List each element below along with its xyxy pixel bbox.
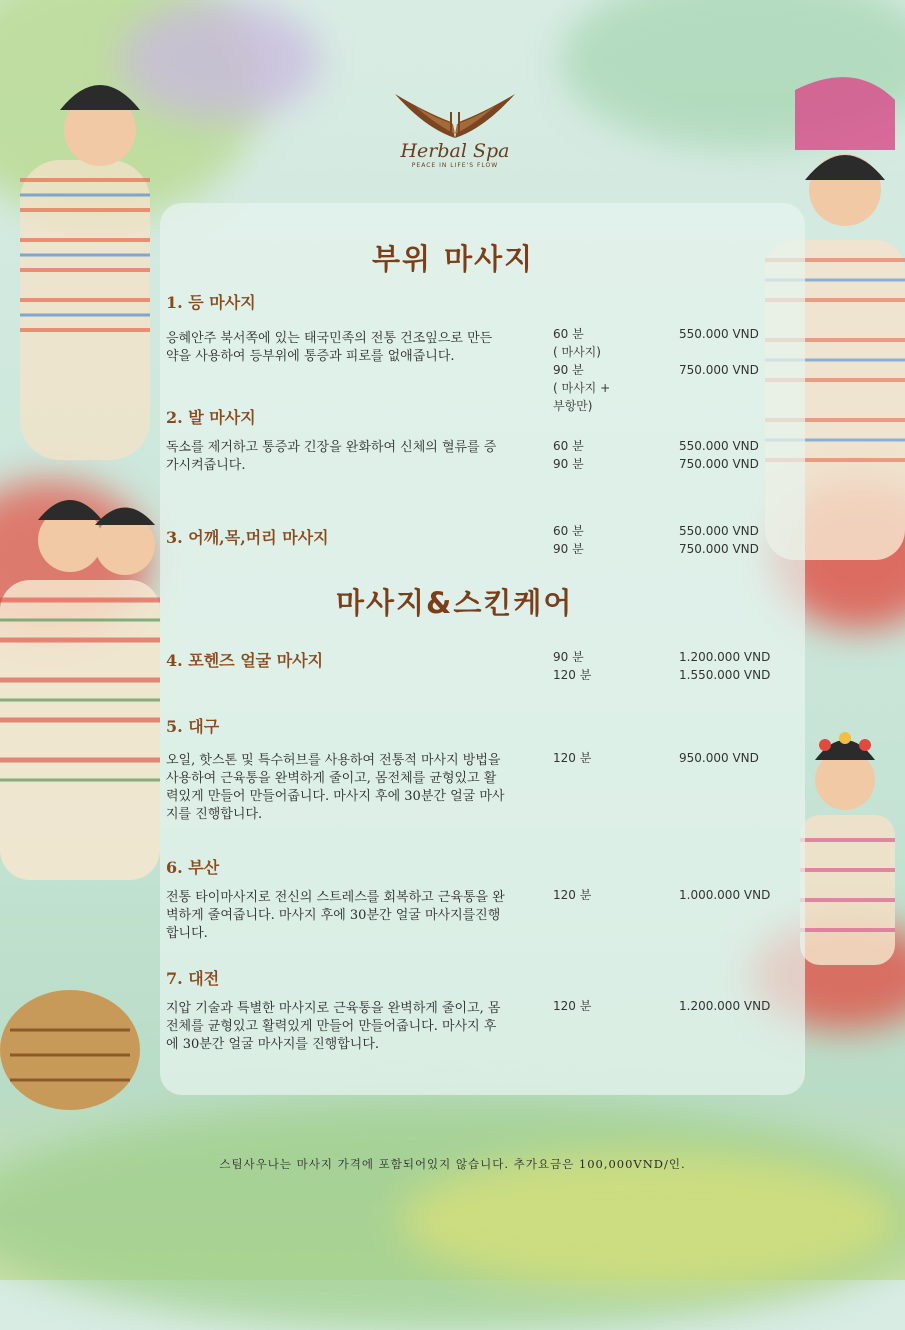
item-title: 2. 발 마사지 (166, 408, 256, 427)
item-title: 6. 부산 (166, 858, 220, 877)
item-prices: 1.200.000 VND 1.550.000 VND (679, 650, 771, 682)
item-durations: 120 분 (553, 999, 592, 1013)
item-durations: 120 분 (553, 888, 592, 902)
item-prices: 550.000 VND 750.000 VND (679, 439, 759, 471)
item-durations: 90 분 120 분 (553, 650, 592, 682)
section-title-massage-skincare: 마사지&스킨케어 (336, 586, 574, 620)
item-prices: 1.000.000 VND (679, 888, 771, 902)
item-title: 7. 대전 (166, 969, 220, 988)
item-title: 3. 어깨,목,머리 마사지 (166, 528, 329, 547)
item-durations: 60 분 90 분 (553, 524, 584, 556)
wings-logo-icon (385, 88, 525, 146)
item-description: 지압 기술과 특별한 마사지로 근육통을 완벽하게 줄이고, 몸전체를 균형있고 활력있게 만들어 만들어줍니다. 마사지 후에 30분간 얼굴 마사지를 진행합니다. (166, 1001, 501, 1052)
section-title-body-massage: 부위 마사지 (372, 242, 535, 276)
item-description: 오일, 핫스톤 및 특수허브를 사용하여 전통적 마사지 방법을 사용하여 근육통을 완벽하게 줄이고, 몸전체를 균형있고 활력있게 만들어 만들어줍니다. 마사지 후에 30분간 얼굴 마사지를 진행합니다. (166, 753, 505, 822)
item-durations: 120 분 (553, 751, 592, 765)
left-figures-illustration (0, 40, 160, 1140)
item-durations: 60 분 ( 마사지) 90 분 ( 마사지 + 부항만) (553, 327, 611, 413)
logo (385, 88, 525, 188)
item-title: 5. 대구 (166, 717, 220, 736)
item-title: 1. 등 마사지 (166, 293, 256, 312)
item-prices: 1.200.000 VND (679, 999, 771, 1013)
footer-note: 스팀사우나는 마사지 가격에 포함되어있지 않습니다. 추가요금은 100,000VND/인. (219, 1157, 686, 1171)
item-description: 전통 타이마사지로 전신의 스트레스를 회복하고 근육통을 완벽하게 줄여줍니다. 마사지 후에 30분간 얼굴 마사지를진행합니다. (166, 890, 505, 941)
item-description: 독소를 제거하고 통증과 긴장을 완화하여 신체의 혈류를 증가시켜줍니다. (166, 440, 497, 473)
logo-name: Herbal Spa (400, 140, 510, 162)
item-title: 4. 포헨즈 얼굴 마사지 (166, 651, 324, 670)
item-durations: 60 분 90 분 (553, 439, 584, 471)
item-prices: 550.000 VND 750.000 VND (679, 327, 759, 377)
logo-tagline: PEACE IN LIFE'S FLOW (411, 162, 499, 169)
item-prices: 550.000 VND 750.000 VND (679, 524, 759, 556)
item-prices: 950.000 VND (679, 751, 759, 765)
item-description: 응혜안주 북서쪽에 있는 태국민족의 전통 건조잎으로 만든 약을 사용하여 등부위에 통증과 피로를 없애줍니다. (166, 331, 493, 364)
